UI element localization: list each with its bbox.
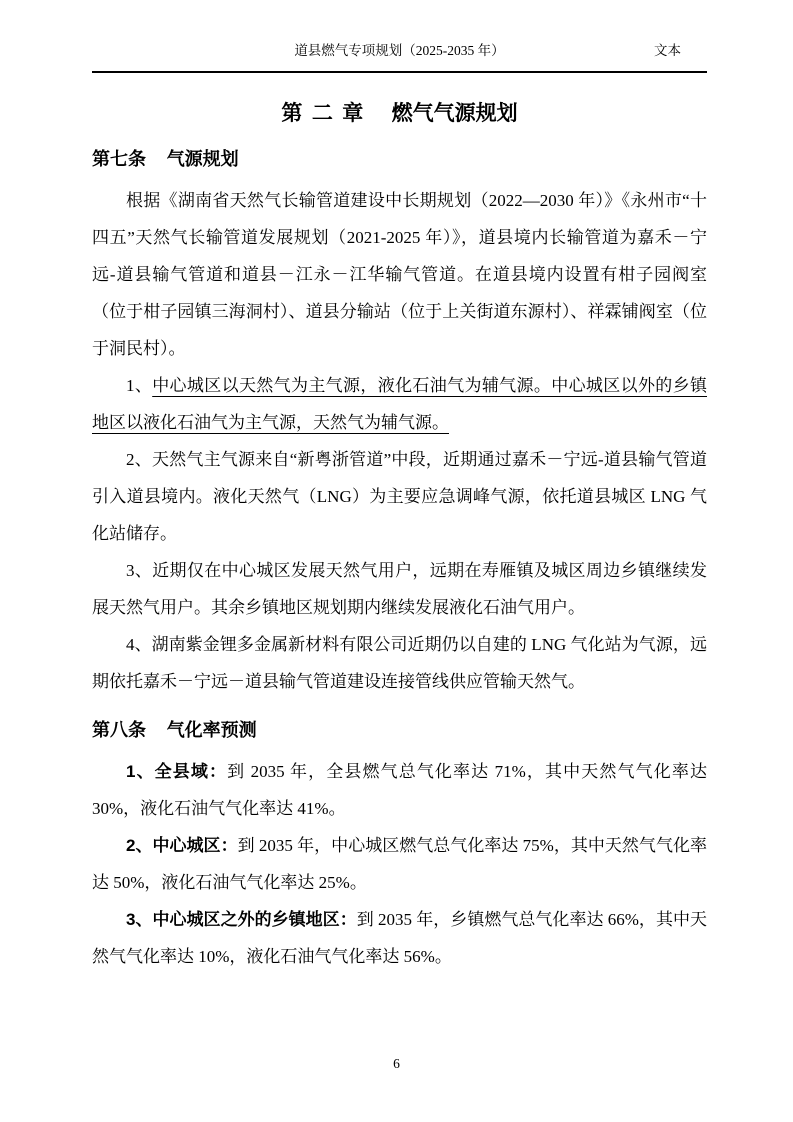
paragraph-pipeline-basis: 根据《湖南省天然气长输管道建设中长期规划（2022—2030 年）》《永州市“十四五”天然气长输管道发展规划（2021-2025 年）》，道县境内长输管道为嘉禾－宁远-道县输气管道和道县－江永－江华输气管道。在道县境内设置有柑子园阀室（位于柑子园镇三海洞村）、道县分输站（位于上关街道东源村）、祥霖铺阀室（位于洞民村）。 (92, 191, 707, 358)
paragraph-gasification-towns (92, 901, 707, 975)
paragraph-zijin-company: 4、湖南紫金锂多金属新材料有限公司近期仍以自建的 LNG 气化站为气源，远期依托嘉禾－宁远－道县输气管道建设连接管线供应管输天然气。 (92, 635, 707, 691)
page-header (92, 42, 707, 73)
section-7-title: 气源规划 (166, 149, 239, 169)
underlined-policy-text: 中心城区以天然气为主气源，液化石油气为辅气源。中心城区以外的乡镇地区以液化石油气为主气源，天然气为辅气源。 (92, 376, 708, 432)
paragraph-user-development: 3、近期仅在中心城区发展天然气用户，远期在寿雁镇及城区周边乡镇继续发展天然气用户。其余乡镇地区规划期内继续发展液化石油气用户。 (92, 561, 707, 617)
section-8-title: 气化率预测 (166, 720, 257, 740)
chapter-number: 第二章 (281, 102, 373, 125)
paragraph-gasification-city (92, 827, 707, 901)
paragraph-natural-gas-source: 2、天然气主气源来自“新粤浙管道”中段，近期通过嘉禾－宁远-道县输气管道引入道县境内。液化天然气（LNG）为主要应急调峰气源，依托道县城区 LNG 气化站储存。 (92, 450, 707, 543)
list-text-county: 到 2035 年，全县燃气总气化率达 71%，其中天然气气化率达 30%，液化石油气气化率达 41%。 (92, 762, 707, 818)
chapter-name: 燃气气源规划 (391, 102, 518, 125)
section-7-number: 第七条 (92, 149, 146, 169)
list-lead-county: 1、全县域： (126, 762, 228, 781)
header-title: 道县燃气专项规划（2025-2035 年） (294, 43, 505, 58)
chapter-title (92, 99, 707, 129)
section-8-number: 第八条 (92, 720, 146, 740)
page-footer (0, 1056, 793, 1072)
page-number: 6 (393, 1056, 400, 1071)
list-lead-city: 2、中心城区： (126, 836, 238, 855)
list-text-city: 到 2035 年，中心城区燃气总气化率达 75%，其中天然气气化率达 50%，液化石油气气化率达 25%。 (92, 836, 707, 892)
list-item-number: 1、 (126, 376, 153, 395)
section-8-heading (92, 715, 707, 746)
paragraph-gasification-county (92, 753, 707, 827)
paragraph-gas-source-principle (92, 367, 707, 441)
list-lead-towns: 3、中心城区之外的乡镇地区： (126, 910, 357, 929)
header-right-label: 文本 (654, 43, 681, 58)
section-7-heading (92, 144, 707, 175)
list-text-towns: 到 2035 年，乡镇燃气总气化率达 66%，其中天然气气化率达 10%，液化石油气气化率达 56%。 (92, 910, 707, 966)
